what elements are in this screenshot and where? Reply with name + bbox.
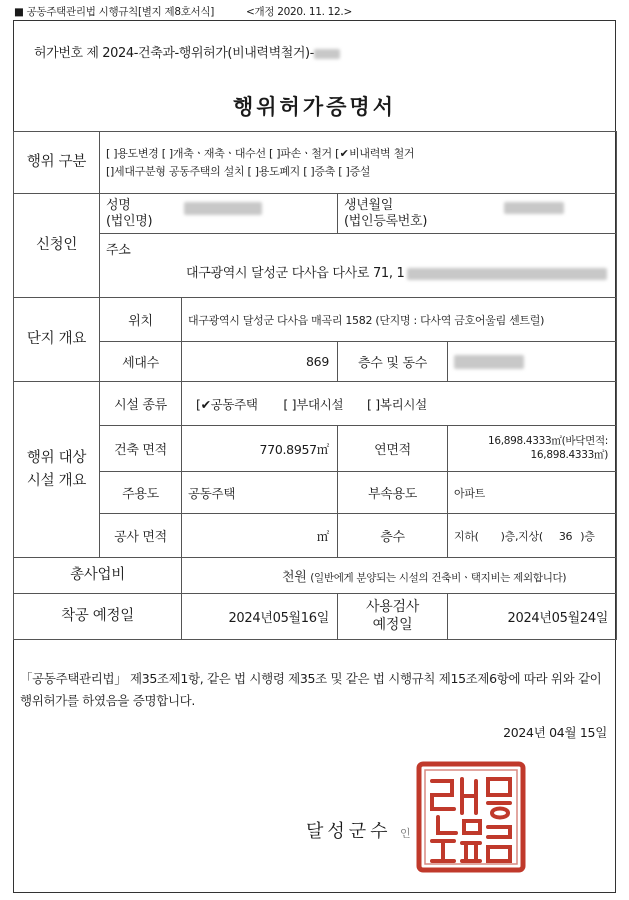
applicant-name-cell: 성명 (법인명) — [100, 194, 338, 234]
check-icon: ✔ — [200, 396, 211, 412]
option-addition: [ ]증설 — [338, 164, 371, 178]
option-reconstruction: [ ]개축ㆍ재축ㆍ대수선 — [161, 147, 266, 161]
action-type-row — [14, 132, 617, 194]
building-area-value: 770.8957㎡ — [182, 426, 338, 472]
applicant-birth-cell: 생년월일 (법인등록번호) — [338, 194, 617, 234]
sub-use-label: 부속용도 — [338, 472, 448, 514]
building-area-label: 건축 면적 — [100, 426, 182, 472]
facility-type-row — [14, 382, 617, 426]
applicant-name-row — [14, 194, 617, 234]
permit-details-table — [13, 131, 617, 640]
inspection-date-value: 2024년05월24일 — [448, 594, 617, 640]
start-date-label: 착공 예정일 — [14, 594, 182, 640]
option-ancillary: [ ]부대시설 — [283, 396, 344, 412]
option-nonbearing-wall: [✔비내력벽 철거 — [335, 147, 414, 160]
facility-label: 행위 대상 시설 개요 — [14, 382, 100, 558]
option-use-change: [ ]용도변경 — [106, 147, 159, 161]
facility-type-options — [182, 382, 617, 426]
project-cost-value: 천원 (일반에게 분양되는 시설의 건축비ㆍ택지비는 제외합니다) — [182, 558, 617, 594]
issue-date: 2024년 04월 15일 — [503, 725, 607, 740]
action-type-options — [100, 132, 617, 194]
location-label: 위치 — [100, 298, 182, 342]
redacted-address — [407, 268, 607, 280]
option-demolition: [ ]파손ㆍ철거 — [269, 147, 332, 161]
form-header — [14, 4, 352, 19]
main-use-label: 주용도 — [100, 472, 182, 514]
households-value: 869 — [182, 342, 338, 382]
main-use-row — [14, 472, 617, 514]
floor-area-label: 연면적 — [338, 426, 448, 472]
permit-number: 허가번호 제 2024-건축과-행위허가(비내력벽철거)- — [34, 42, 340, 61]
certificate-frame — [13, 20, 616, 893]
households-row — [14, 342, 617, 382]
work-area-value: ㎡ — [182, 514, 338, 558]
redacted-permit-suffix — [314, 49, 340, 59]
applicant-address-cell — [100, 234, 617, 298]
action-type-label: 행위 구분 — [14, 132, 100, 194]
work-area-label: 공사 면적 — [100, 514, 182, 558]
facility-type-label: 시설 종류 — [100, 382, 182, 426]
project-cost-row — [14, 558, 617, 594]
option-apartment: [✔공동주택 — [196, 396, 258, 412]
document-title: 행위허가증명서 — [232, 95, 396, 119]
address-label: 주소 — [106, 243, 131, 258]
applicant-label: 신청인 — [14, 194, 100, 298]
revision-date: <개정 2020. 11. 12.> — [246, 6, 352, 18]
certification-statement: 「공동주택관리법」 제35조제1항, 같은 법 시행령 제35조 및 같은 법 시행규칙 제15조제6항에 따라 위와 같이 행위허가를 하였음을 증명합니다. — [20, 671, 602, 708]
project-cost-label: 총사업비 — [14, 558, 182, 594]
floors-dong-value — [448, 342, 617, 382]
option-use-abolition: [ ]용도폐지 — [247, 164, 300, 178]
address-value: 대구광역시 달성군 다사읍 다사로 71, 1 — [106, 262, 610, 281]
building-area-row — [14, 426, 617, 472]
option-household-division: []세대구분형 공동주택의 설치 — [106, 164, 245, 178]
sub-use-value: 아파트 — [448, 472, 617, 514]
location-value: 대구광역시 달성군 다사읍 매곡리 1582 (단지명 : 다사역 금호어울림 센트럴) — [182, 298, 617, 342]
complex-label: 단지 개요 — [14, 298, 100, 382]
schedule-row — [14, 594, 617, 640]
official-seal-icon — [416, 761, 526, 873]
applicant-address-row — [14, 234, 617, 298]
option-extension: [ ]증축 — [303, 164, 336, 178]
redacted-birth — [504, 202, 564, 214]
main-use-value: 공동주택 — [182, 472, 338, 514]
issuer-name: 달성군수 — [306, 821, 392, 842]
law-reference: ■ 공동주택관리법 시행규칙[별지 제8호서식] — [14, 6, 215, 18]
option-welfare: [ ]복리시설 — [367, 396, 427, 412]
floors-dong-label: 층수 및 동수 — [338, 342, 448, 382]
inspection-date-label: 사용검사 예정일 — [338, 594, 448, 640]
households-label: 세대수 — [100, 342, 182, 382]
redacted-name — [184, 202, 262, 215]
seal-mark: 인 — [400, 827, 411, 840]
stories-label: 층수 — [338, 514, 448, 558]
check-icon: ✔ — [339, 147, 349, 161]
work-area-row — [14, 514, 617, 558]
start-date-value: 2024년05월16일 — [182, 594, 338, 640]
location-row — [14, 298, 617, 342]
stories-value: 지하( )층,지상( 36 )층 — [448, 514, 617, 558]
floor-area-value: 16,898.4333㎡(바닥면적: 16,898.4333㎡) — [448, 426, 617, 472]
redacted-floors-dong — [454, 355, 524, 369]
